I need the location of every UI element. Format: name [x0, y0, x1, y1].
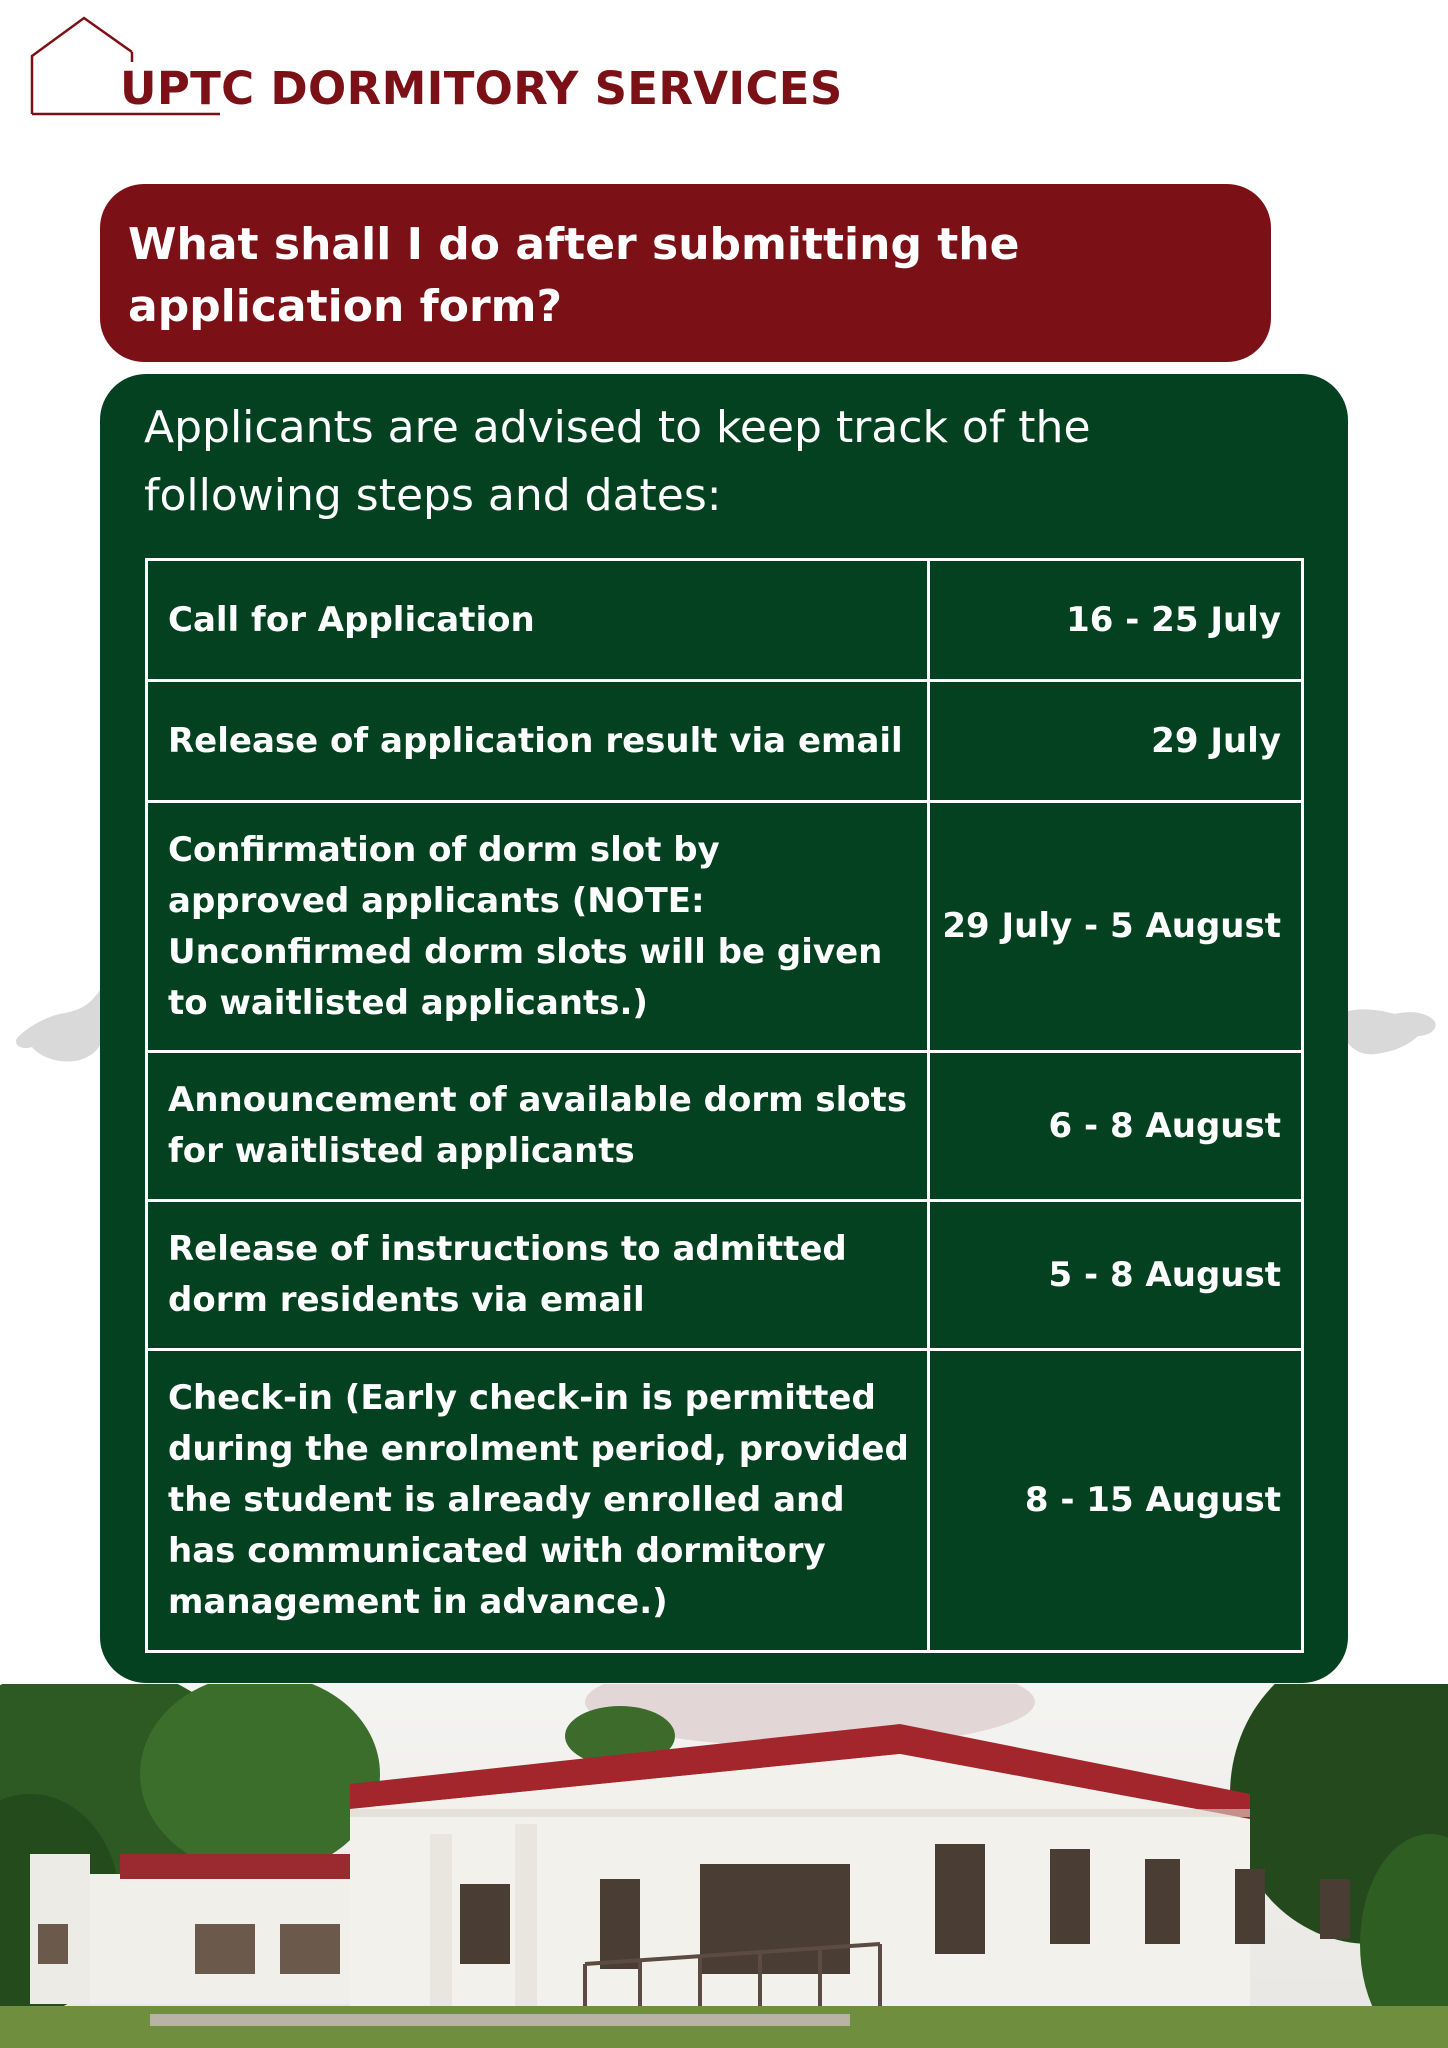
- date-cell: 16 - 25 July: [929, 560, 1303, 681]
- right-splash-decoration: [1340, 1002, 1440, 1072]
- date-cell: 8 - 15 August: [929, 1350, 1303, 1652]
- step-cell: Announcement of available dorm slots for waitlisted applicants: [147, 1052, 929, 1201]
- schedule-table: [145, 558, 1304, 1653]
- date-cell: 29 July: [929, 681, 1303, 802]
- dormitory-building-illustration: [0, 1684, 1448, 2048]
- step-cell: Check-in (Early check-in is permitted during the enrolment period, provided the student is already enrolled and has communicated with dormitory management in advance.): [147, 1350, 929, 1652]
- date-cell: 6 - 8 August: [929, 1052, 1303, 1201]
- table-row: [147, 681, 1303, 802]
- step-cell: Release of application result via email: [147, 681, 929, 802]
- question-banner: [100, 184, 1271, 362]
- table-row: [147, 1350, 1303, 1652]
- header: [20, 14, 843, 124]
- step-cell: Confirmation of dorm slot by approved applicants (NOTE: Unconfirmed dorm slots will be given to waitlisted applicants.): [147, 802, 929, 1052]
- table-row: [147, 1201, 1303, 1350]
- date-cell: 5 - 8 August: [929, 1201, 1303, 1350]
- intro-text: Applicants are advised to keep track of the following steps and dates:: [144, 402, 1091, 521]
- dormitory-photo: [0, 1684, 1448, 2048]
- table-row: [147, 802, 1303, 1052]
- left-splash-decoration: [10, 985, 110, 1075]
- table-row: [147, 1052, 1303, 1201]
- date-cell: 29 July - 5 August: [929, 802, 1303, 1052]
- table-row: [147, 560, 1303, 681]
- brand-title: UPTC DORMITORY SERVICES: [120, 62, 843, 115]
- schedule-panel: [100, 374, 1348, 1683]
- question-text: What shall I do after submitting the application form?: [128, 219, 1020, 332]
- step-cell: Call for Application: [147, 560, 929, 681]
- step-cell: Release of instructions to admitted dorm residents via email: [147, 1201, 929, 1350]
